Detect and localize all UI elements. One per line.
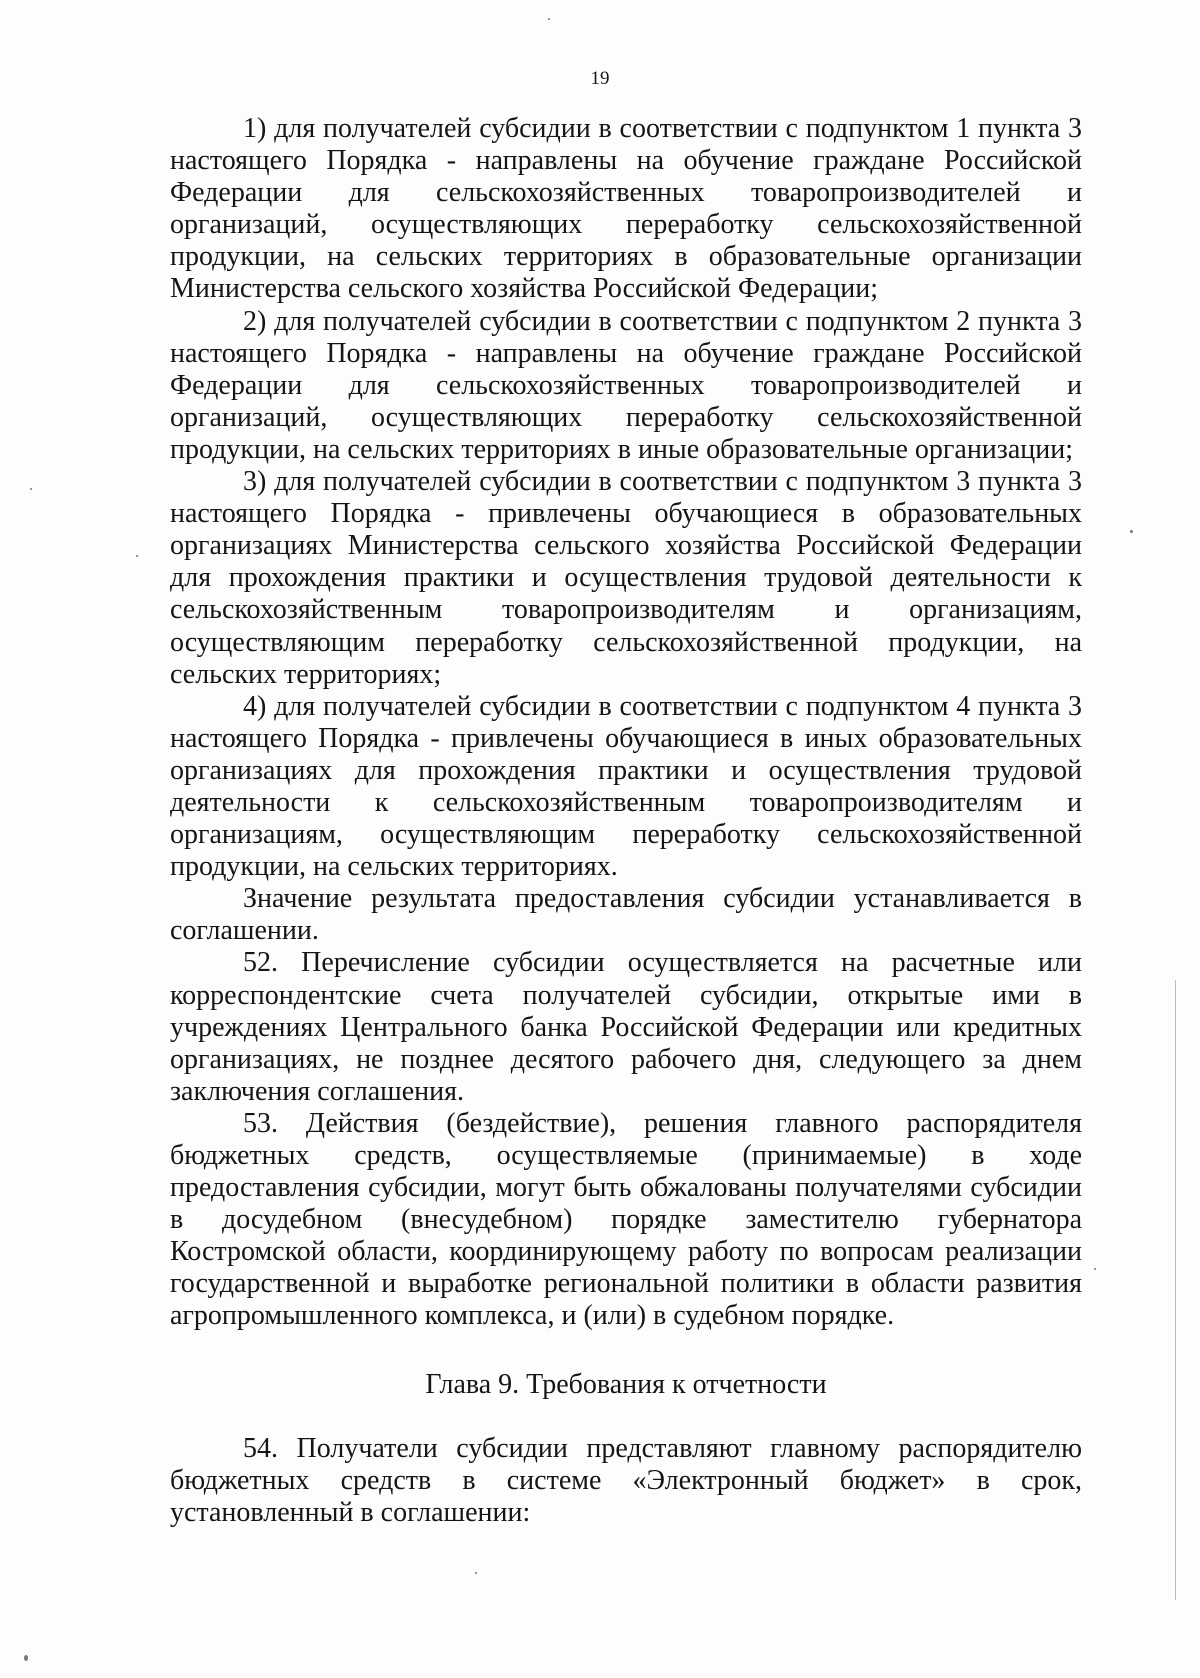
scan-speck xyxy=(1094,1268,1096,1270)
scan-speck xyxy=(24,1655,28,1661)
paragraph-53: 53. Действия (бездействие), решения главного распорядителя бюджетных средств, осуществляемые (принимаемые) в ходе предоставления субсидии, могут быть обжалованы получателями субсидии в досудебном (внесудебном) порядке заместителю губернатора Костромской области, координирующему работу по вопросам реализации государственной и выработке региональной политики в области развития агропромышленного комплекса, и (или) в судебном порядке. xyxy=(170,1107,1082,1332)
document-body-continued xyxy=(170,1433,1082,1529)
paragraph-54: 54. Получатели субсидии представляют главному распорядителю бюджетных средств в системе «Электронный бюджет» в срок, установленный в соглашении: xyxy=(170,1433,1082,1529)
scan-speck xyxy=(136,555,138,557)
paragraph-result-value: Значение результата предоставления субсидии устанавливается в соглашении. xyxy=(170,883,1082,947)
paragraph-item-4: 4) для получателей субсидии в соответствии с подпунктом 4 пункта 3 настоящего Порядка - привлечены обучающиеся в иных образовательных организациях для прохождения практики и осуществления трудовой деятельности к сельскохозяйственным товаропроизводителям и организациям, осуществляющим переработку сельскохозяйственной продукции, на сельских территориях. xyxy=(170,690,1082,883)
paragraph-item-2: 2) для получателей субсидии в соответствии с подпунктом 2 пункта 3 настоящего Порядка - направлены на обучение граждане Российской Федерации для сельскохозяйственных товаропроизводителей и организаций, осуществляющих переработку сельскохозяйственной продукции, на сельских территориях в иные образовательные организации; xyxy=(170,305,1082,465)
paragraph-52: 52. Перечисление субсидии осуществляется на расчетные или корреспондентские счета получателей субсидии, открытые ими в учреждениях Центрального банка Российской Федерации или кредитных организациях, не позднее десятого рабочего дня, следующего за днем заключения соглашения. xyxy=(170,947,1082,1107)
document-body xyxy=(170,113,1082,1333)
paragraph-item-1: 1) для получателей субсидии в соответствии с подпунктом 1 пункта 3 настоящего Порядка - направлены на обучение граждане Российской Федерации для сельскохозяйственных товаропроизводителей и организаций, осуществляющих переработку сельскохозяйственной продукции, на сельских территориях в образовательные организации Министерства сельского хозяйства Российской Федерации; xyxy=(170,113,1082,305)
scan-speck xyxy=(30,488,32,490)
scan-edge-line xyxy=(1175,980,1176,1600)
scan-speck xyxy=(548,18,550,20)
scan-speck xyxy=(1130,530,1133,533)
paragraph-item-3: 3) для получателей субсидии в соответствии с подпунктом 3 пункта 3 настоящего Порядка - привлечены обучающиеся в образовательных организациях Министерства сельского хозяйства Российской Федерации для прохождения практики и осуществления трудовой деятельности к сельскохозяйственным товаропроизводителям и организациям, осуществляющим переработку сельскохозяйственной продукции, на сельских территориях; xyxy=(170,466,1082,690)
scan-speck xyxy=(475,1572,477,1574)
page-number: 19 xyxy=(590,68,610,89)
chapter-heading: Глава 9. Требования к отчетности xyxy=(425,1369,827,1400)
